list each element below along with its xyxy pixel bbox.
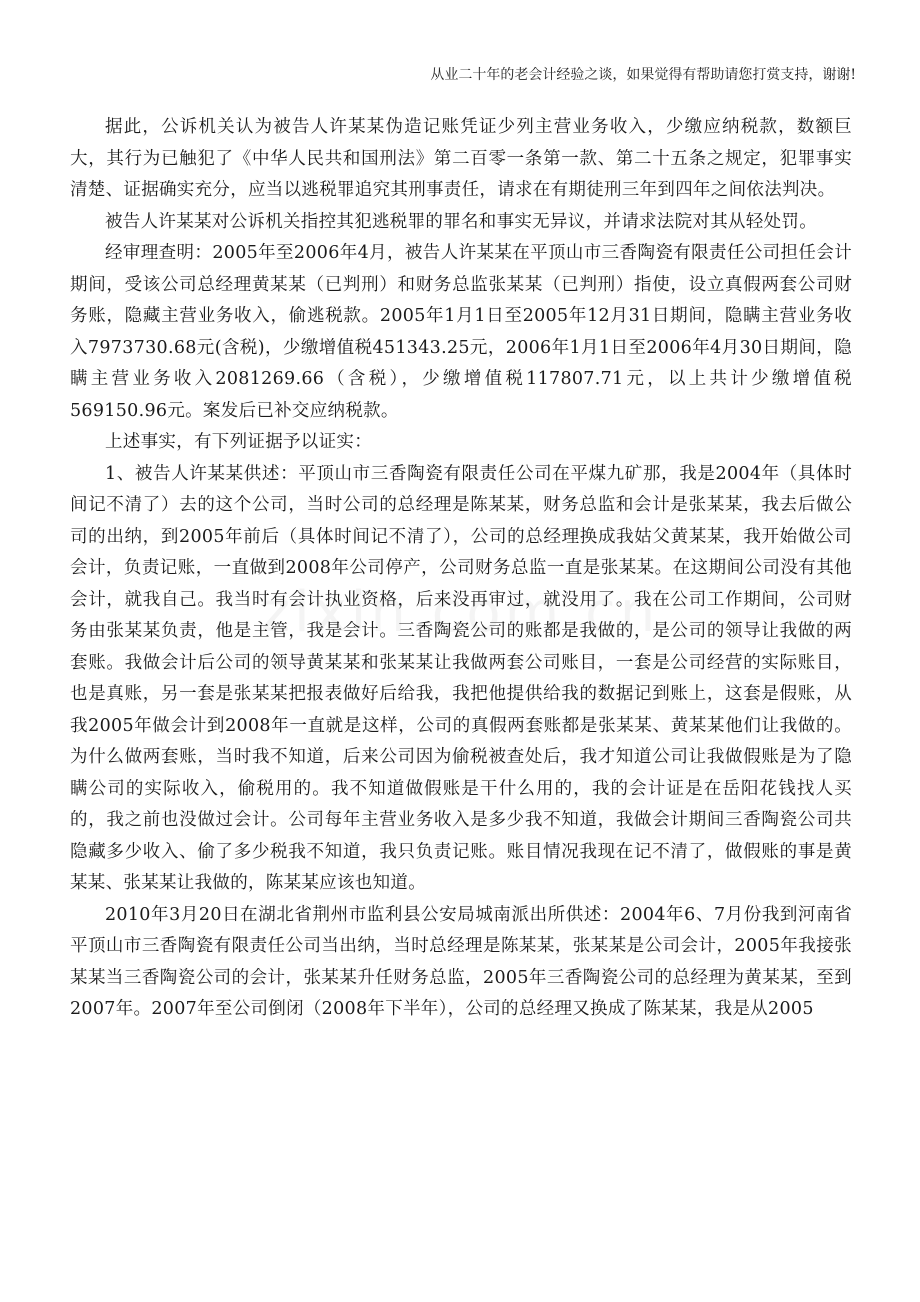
- paragraph-evidence-intro: 上述事实，有下列证据予以证实：: [105, 432, 372, 452]
- page-header-slogan: 从业二十年的老会计经验之谈，如果觉得有帮助请您打赏支持，谢谢!: [430, 67, 856, 83]
- document-body: [70, 112, 852, 1026]
- paragraph-police-statement: 2010年3月20日在湖北省荆州市监利县公安局城南派出所供述：2004年6、7月份我到河南省平顶山市三香陶瓷有限责任公司当出纳，当时总经理是陈某某，张某某是公司会计，2005年我接张某某当三香陶瓷公司的会计，张某某升任财务总监，2005年三香陶瓷公司的总经理为黄某某，至到2007年。2007年至公司倒闭（2008年下半年），公司的总经理又换成了陈某某，我是从2005: [70, 904, 852, 1019]
- paragraph-facts-found: 经审理查明：2005年至2006年4月，被告人许某某在平顶山市三香陶瓷有限责任公司担任会计期间，受该公司总经理黄某某（已判刑）和财务总监张某某（已判刑）指使，设立真假两套公司财务账，隐藏主营业务收入，偷逃税款。2005年1月1日至2005年12月31日期间，隐瞒主营业务收入7973730.68元(含税)，少缴增值税451343.25元，2006年1月1日至2006年4月30日期间，隐瞒主营业务收入2081269.66（含税），少缴增值税117807.71元，以上共计少缴增值税569150.96元。案发后已补交应纳税款。: [70, 243, 852, 421]
- paragraph-defendant-response: 被告人许某某对公诉机关指控其犯逃税罪的罪名和事实无异议，并请求法院对其从轻处罚。: [105, 211, 817, 232]
- paragraph-prosecution-conclusion: 据此，公诉机关认为被告人许某某伪造记账凭证少列主营业务收入，少缴应纳税款，数额巨大，其行为已触犯了《中华人民共和国刑法》第二百零一条第一款、第二十五条之规定，犯罪事实清楚、证据确实充分，应当以逃税罪追究其刑事责任，请求在有期徒刑三年到四年之间依法判决。: [70, 117, 852, 200]
- paragraph-defendant-statement: 1、被告人许某某供述：平顶山市三香陶瓷有限责任公司在平煤九矿那，我是2004年（具体时间记不清了）去的这个公司，当时公司的总经理是陈某某，财务总监和会计是张某某，我去后做公司的出纳，到2005年前后（具体时间记不清了），公司的总经理换成我姑父黄某某，我开始做公司会计，负责记账，一直做到2008年公司停产，公司财务总监一直是张某某。在这期间公司没有其他会计，就我自己。我当时有会计执业资格，后来没再审过，就没用了。我在公司工作期间，公司财务由张某某负责，他是主管，我是会计。三香陶瓷公司的账都是我做的，是公司的领导让我做的两套账。我做会计后公司的领导黄某某和张某某让我做两套公司账目，一套是公司经营的实际账目，也是真账，另一套是张某某把报表做好后给我，我把他提供给我的数据记到账上，这套是假账，从我2005年做会计到2008年一直就是这样，公司的真假两套账都是张某某、黄某某他们让我做的。为什么做两套账，当时我不知道，后来公司因为偷税被查处后，我才知道公司让我做假账是为了隐瞒公司的实际收入，偷税用的。我不知道做假账是干什么用的，我的会计证是在岳阳花钱找人买的，我之前也没做过会计。公司每年主营业务收入是多少我不知道，我做会计期间三香陶瓷公司共隐藏多少收入、偷了多少税我不知道，我只负责记账。账目情况我现在记不清了，做假账的事是黄某某、张某某让我做的，陈某某应该也知道。: [70, 463, 852, 893]
